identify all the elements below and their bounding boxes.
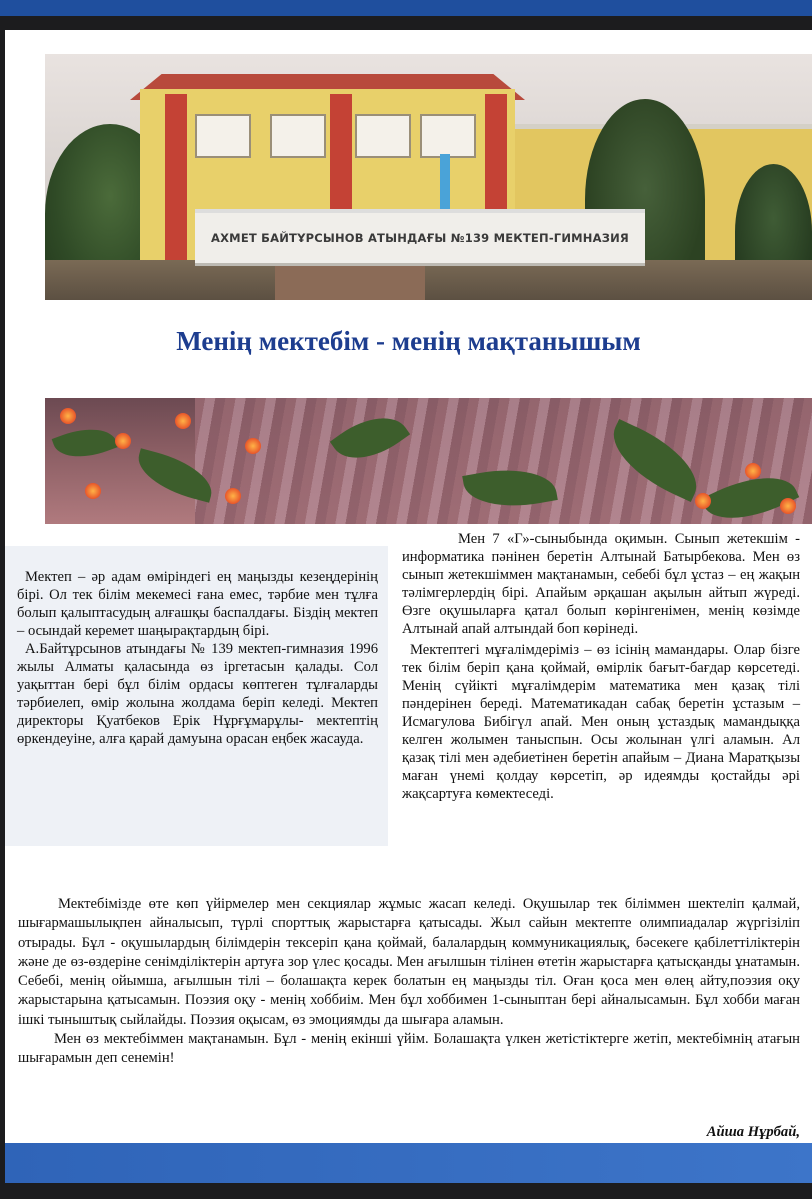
flowers-photo [45, 398, 812, 524]
author-name: Айша Нұрбай, [706, 1124, 800, 1140]
bottom-color-band [5, 1143, 812, 1183]
magazine-page [5, 30, 812, 1183]
right-text-column [402, 530, 800, 803]
article-title: Менің мектебім - менің мақтанышым [176, 326, 641, 356]
top-color-bar [0, 0, 812, 16]
left-text-column [5, 546, 388, 846]
full-paragraph-1: Мектебімізде өте көп үйірмелер мен секциялар жұмыс жасап келеді. Оқушылар тек біліммен шектеліп қалмай, шығармашылықпен айналысып, түрлі спорттық жарыстарға қатысады. Жыл сайын мектепте олимпиадалар жүргізіліп отырады. Бұл - оқушылардың білімдерін тексеріп қана қоймай, балалардың коммуникациялық, бәсекеге қабілеттіліктерін және де өз-өздеріне сенімділіктерін артуға зор үлес қосады. Мен ағылшын тілінен өтетін жарыстарға қатысқанды ұнатамын. Себебі, менің ойымша, ағылшын тілі – болашақта керек болатын ең маңызды тіл. Оған қоса мен өлең айту,поэзия оқу жарыстарына қатысамын. Поэзия оқу - менің хоббиім. Мен бұл хоббимен 1-сыныптан бері айналысамын. Бұл хобби маған ішкі тыныштық сыйлайды. Поэзия оқысам, өз эмоциямды да шығара аламын. [18, 896, 800, 1028]
left-paragraph-2: А.Байтұрсынов атындағы № 139 мектеп-гимназия 1996 жылы Алматы қаласында өз іргетасын қалады. Сол уақыттан бері бұл білім ордасы көптеген тұлғаларды тәрбиелеп, өмір жолына жолдама беріп келеді. Мектеп директоры Қуатбеков Ерік Нұрғұмарұлы- мектептің өркендеуіне, алға қарай дамуына орасан еңбек жасауда. [17, 641, 378, 747]
right-paragraph-2: Мектептегі мұғалімдеріміз – өз ісінің мамандары. Олар бізге тек білім беріп қана қоймай, өмірлік бағыт-бағдар көрсетеді. Менің сүйікті мұғалімдерім математика мен қазақ тілі пәндерінен береді. Математикадан сабақ беретін ұстазым – Исмагулова Бибігүл апай. Мен оның ұстаздық мамандыққа келген жолымен таныспын. Осы жолынан үлгі аламын. Ал қазақ тілі мен әдебиетінен беретін апайым – Диана Маратқызы маған үнемі қолдау көрсетіп, әр идеямды қостайды әрі жақсартуға көмектеседі. [402, 642, 800, 802]
full-width-text [18, 895, 800, 1069]
school-sign-text: АХМЕТ БАЙТҰРСЫНОВ АТЫНДАҒЫ №139 МЕКТЕП-ГИМНАЗИЯ [211, 231, 629, 245]
left-paragraph-1: Мектеп – әр адам өміріндегі ең маңызды кезеңдерінің бірі. Ол тек білім мекемесі ғана емес, тәрбие мен тұлға болып қалыптасудың алғашқы баспалдағы. Біздің мектеп – осындай керемет шаңырақтардың бірі. [17, 569, 378, 639]
school-sign [195, 209, 645, 263]
school-building-photo [45, 54, 812, 300]
full-paragraph-2: Мен өз мектебіммен мақтанамын. Бұл - менің екінші үйім. Болашақта үлкен жетістіктерге жетіп, мектебімнің атағын шығарамын деп сенемін! [18, 1031, 800, 1067]
right-paragraph-1: Мен 7 «Г»-сыныбында оқимын. Сынып жетекшім - информатика пәнінен беретін Алтынай Батырбекова. Мен өз сынып жетекшіммен мақтанамын, себебі бұл ұстаз – ең жақын тәлімгерлердің бірі. Апайым әрқашан ақылын айтып жүреді. Өзге оқушыларға қатал болып көрінгенімен, менің көзімде Алтынай апай алтындай боп көрінеді. [402, 531, 800, 637]
